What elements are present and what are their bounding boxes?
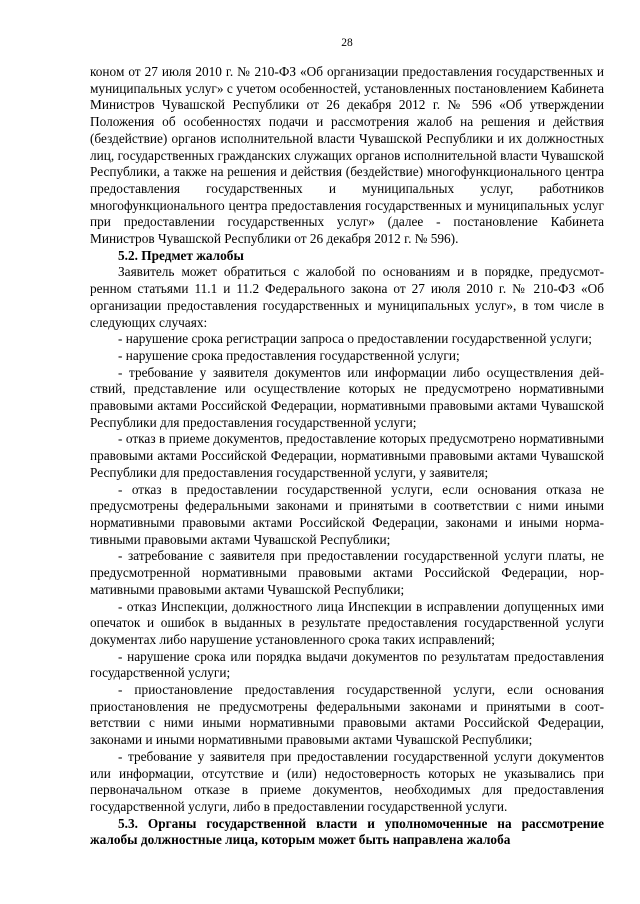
section-heading-5-2: 5.2. Предмет жалобы <box>118 247 244 263</box>
list-item: - нарушение срока или порядка выдачи документов по результатам предоставления государственной услуги; <box>90 648 604 681</box>
paragraph-continuation: коном от 27 июля 2010 г. № 210-ФЗ «Об организации предоставления государственных и муниципальных услуг» с учетом особенностей, установленных постановлением Кабинета Министров Чувашской Республики от 26 декабря 2012 г. № 596 «Об утверждении Положения об особенностях подачи и рассмотрения жалоб на решения и действия (бездействие) органов исполнительной власти Чувашской Республики и их должностных лиц, государственных гражданских служащих органов исполнительной власти Чувашской Республики, а также на решения и действия (бездействие) многофункционального центра предоставления государственных и муниципальных услуг, работников многофункционального центра предоставления государственных и муниципальных услуг при предоставлении государственных услуг» (далее - постановление Кабинета Министров Чувашской Республики от 26 декабря 2012 г. № 596). <box>90 64 604 247</box>
list-item: - требование у заявителя при предоставлении государственной услуги документов или информации, отсутствие и (или) недостоверность которых не указывались при первоначальном отказе в приеме документов, необходимых для предоставления государственной услуги, либо в предоставлении государственной услуги. <box>90 748 604 814</box>
list-item: - отказ Инспекции, должностного лица Инспекции в исправлении допущенных ими опечаток и ошибок в выданных в результате предоставления государственной услуги документах либо нарушение установленного срока таких исправлений; <box>90 598 604 647</box>
list-item: - нарушение срока регистрации запроса о предоставлении государственной услуги; <box>118 331 592 347</box>
document-page <box>90 36 604 849</box>
paragraph-applicant: Заявитель может обратиться с жалобой по основаниям и в порядке, предусмотренном статьями 11.1 и 11.2 Федерального закона от 27 июля 2010 г. № 210-ФЗ «Об организации предоставления государственных и муниципальных услуг», в том числе в следующих случаях: <box>90 264 604 330</box>
list-item: - требование у заявителя документов или информации либо осуществления действий, представление или осуществление которых не предусмотрено нормативными правовыми актами Российской Федерации, нормативными правовыми актами Чувашской Республики для предоставления государственной услуги; <box>90 364 604 430</box>
list-item: - отказ в приеме документов, предоставление которых предусмотрено нормативными правовыми актами Российской Федерации, нормативными правовыми актами Чувашской Республики для предоставления государственной услуги, у заявителя; <box>90 431 604 480</box>
list-item: - приостановление предоставления государственной услуги, если основания приостановления не предусмотрены федеральными законами и принятыми в соответствии с ними иными нормативными правовыми актами Российской Федерации, законами и иными нормативными правовыми актами Чувашской Республики; <box>90 682 604 748</box>
page-number: 28 <box>341 37 353 49</box>
section-heading-5-3: 5.3. Органы государственной власти и уполномоченные на рассмотрение жалобы должностные лица, которым может быть направлена жалоба <box>90 815 604 848</box>
list-item: - отказ в предоставлении государственной услуги, если основания отказа не предусмотрены федеральными законами и принятыми в соответствии с ними иными нормативными правовыми актами Российской Федерации, законами и иными нормативными правовыми актами Чувашской Республики; <box>90 481 604 547</box>
list-item: - нарушение срока предоставления государственной услуги; <box>118 347 460 363</box>
list-item: - затребование с заявителя при предоставлении государственной услуги платы, не предусмотренной нормативными правовыми актами Российской Федерации, нормативными правовыми актами Чувашской Республики; <box>90 548 604 597</box>
